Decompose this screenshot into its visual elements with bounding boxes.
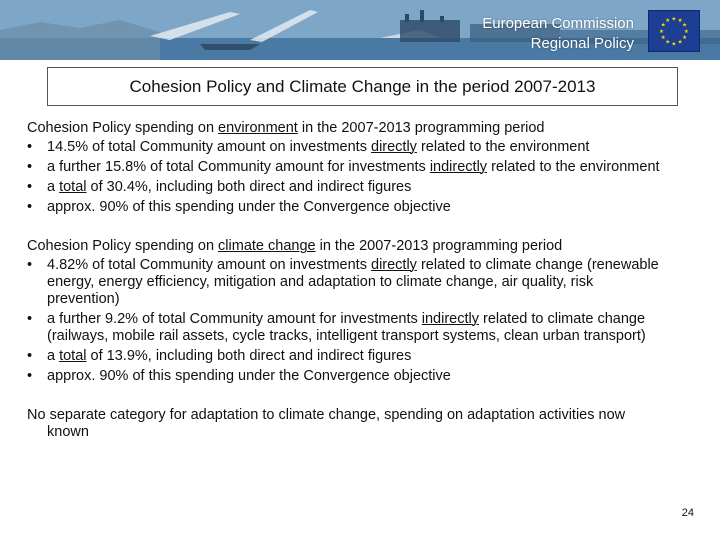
bullet-text: approx. 90% of this spending under the Convergence objective [47, 368, 451, 384]
star-icon: ★ [665, 18, 671, 25]
star-icon: ★ [665, 39, 671, 46]
bullet-text: approx. 90% of this spending under the Convergence objective [47, 199, 451, 215]
list-item [27, 179, 667, 196]
bullet-list [27, 139, 667, 216]
heading-text: Cohesion Policy spending on [27, 120, 219, 136]
bullet-text: a [47, 348, 60, 364]
heading-text: in the 2007-2013 programming period [315, 238, 563, 254]
section-climate-change [27, 238, 667, 385]
star-icon: ★ [677, 18, 683, 25]
star-icon: ★ [660, 35, 666, 42]
bullet-text: 14.5% of total Community amount on investments [47, 139, 371, 155]
bullet-text: of 30.4%, including both direct and indirect figures [86, 179, 412, 195]
slide-content [27, 120, 667, 441]
list-item [27, 368, 667, 385]
organisation-line-1: European Commission [482, 15, 634, 32]
footer-note: No separate category for adaptation to climate change, spending on adaptation activities now known [27, 407, 626, 440]
list-item [27, 348, 667, 365]
page-number: 24 [681, 507, 694, 519]
bullet-text: related to the environment [487, 159, 660, 175]
star-icon: ★ [659, 28, 665, 35]
heading-emphasis: environment [218, 120, 298, 136]
bullet-text: of 13.9%, including both direct and indirect figures [86, 348, 412, 364]
section-environment [27, 120, 667, 216]
organisation-label [482, 14, 634, 54]
heading-emphasis: climate change [218, 238, 316, 254]
page-title: Cohesion Policy and Climate Change in the period 2007-2013 [129, 76, 596, 96]
star-icon: ★ [682, 35, 688, 42]
star-icon: ★ [683, 28, 689, 35]
heading-text: in the 2007-2013 programming period [297, 120, 545, 136]
bullet-text: a further 9.2% of total Community amount for investments [47, 311, 422, 327]
bullet-emphasis: indirectly [421, 311, 479, 327]
bullet-text: 4.82% of total Community amount on investments [47, 257, 371, 273]
list-item [27, 199, 667, 216]
star-icon: ★ [677, 39, 683, 46]
list-item [27, 257, 667, 308]
list-item [27, 159, 667, 176]
bullet-emphasis: indirectly [429, 159, 488, 175]
star-icon: ★ [682, 22, 688, 29]
star-icon: ★ [671, 16, 677, 23]
section-heading [27, 238, 667, 255]
bullet-emphasis: total [59, 179, 87, 195]
list-item [27, 139, 667, 156]
header-banner [0, 0, 720, 60]
bullet-text: a further 15.8% of total Community amount for investments [47, 159, 430, 175]
star-icon: ★ [660, 22, 666, 29]
bullet-emphasis: directly [371, 139, 417, 155]
bullet-list [27, 257, 667, 385]
section-heading [27, 120, 667, 137]
organisation-line-2: Regional Policy [530, 35, 634, 52]
title-box [47, 67, 678, 106]
bullet-text: a [47, 179, 60, 195]
heading-text: Cohesion Policy spending on [27, 238, 219, 254]
bullet-emphasis: directly [371, 257, 417, 273]
star-icon: ★ [671, 41, 677, 48]
eu-flag-icon [648, 10, 700, 52]
bullet-text: related to the environment [416, 139, 590, 155]
bullet-text: related to climate change (renewable energy, energy efficiency, mitigation and adaptation to climate change, air quality, risk prevention) [47, 257, 659, 307]
list-item [27, 311, 667, 345]
bullet-emphasis: total [59, 348, 87, 364]
bullet-text: related to climate change (railways, mobile rail assets, cycle tracks, intelligent transport systems, clean urban transport) [47, 311, 646, 344]
